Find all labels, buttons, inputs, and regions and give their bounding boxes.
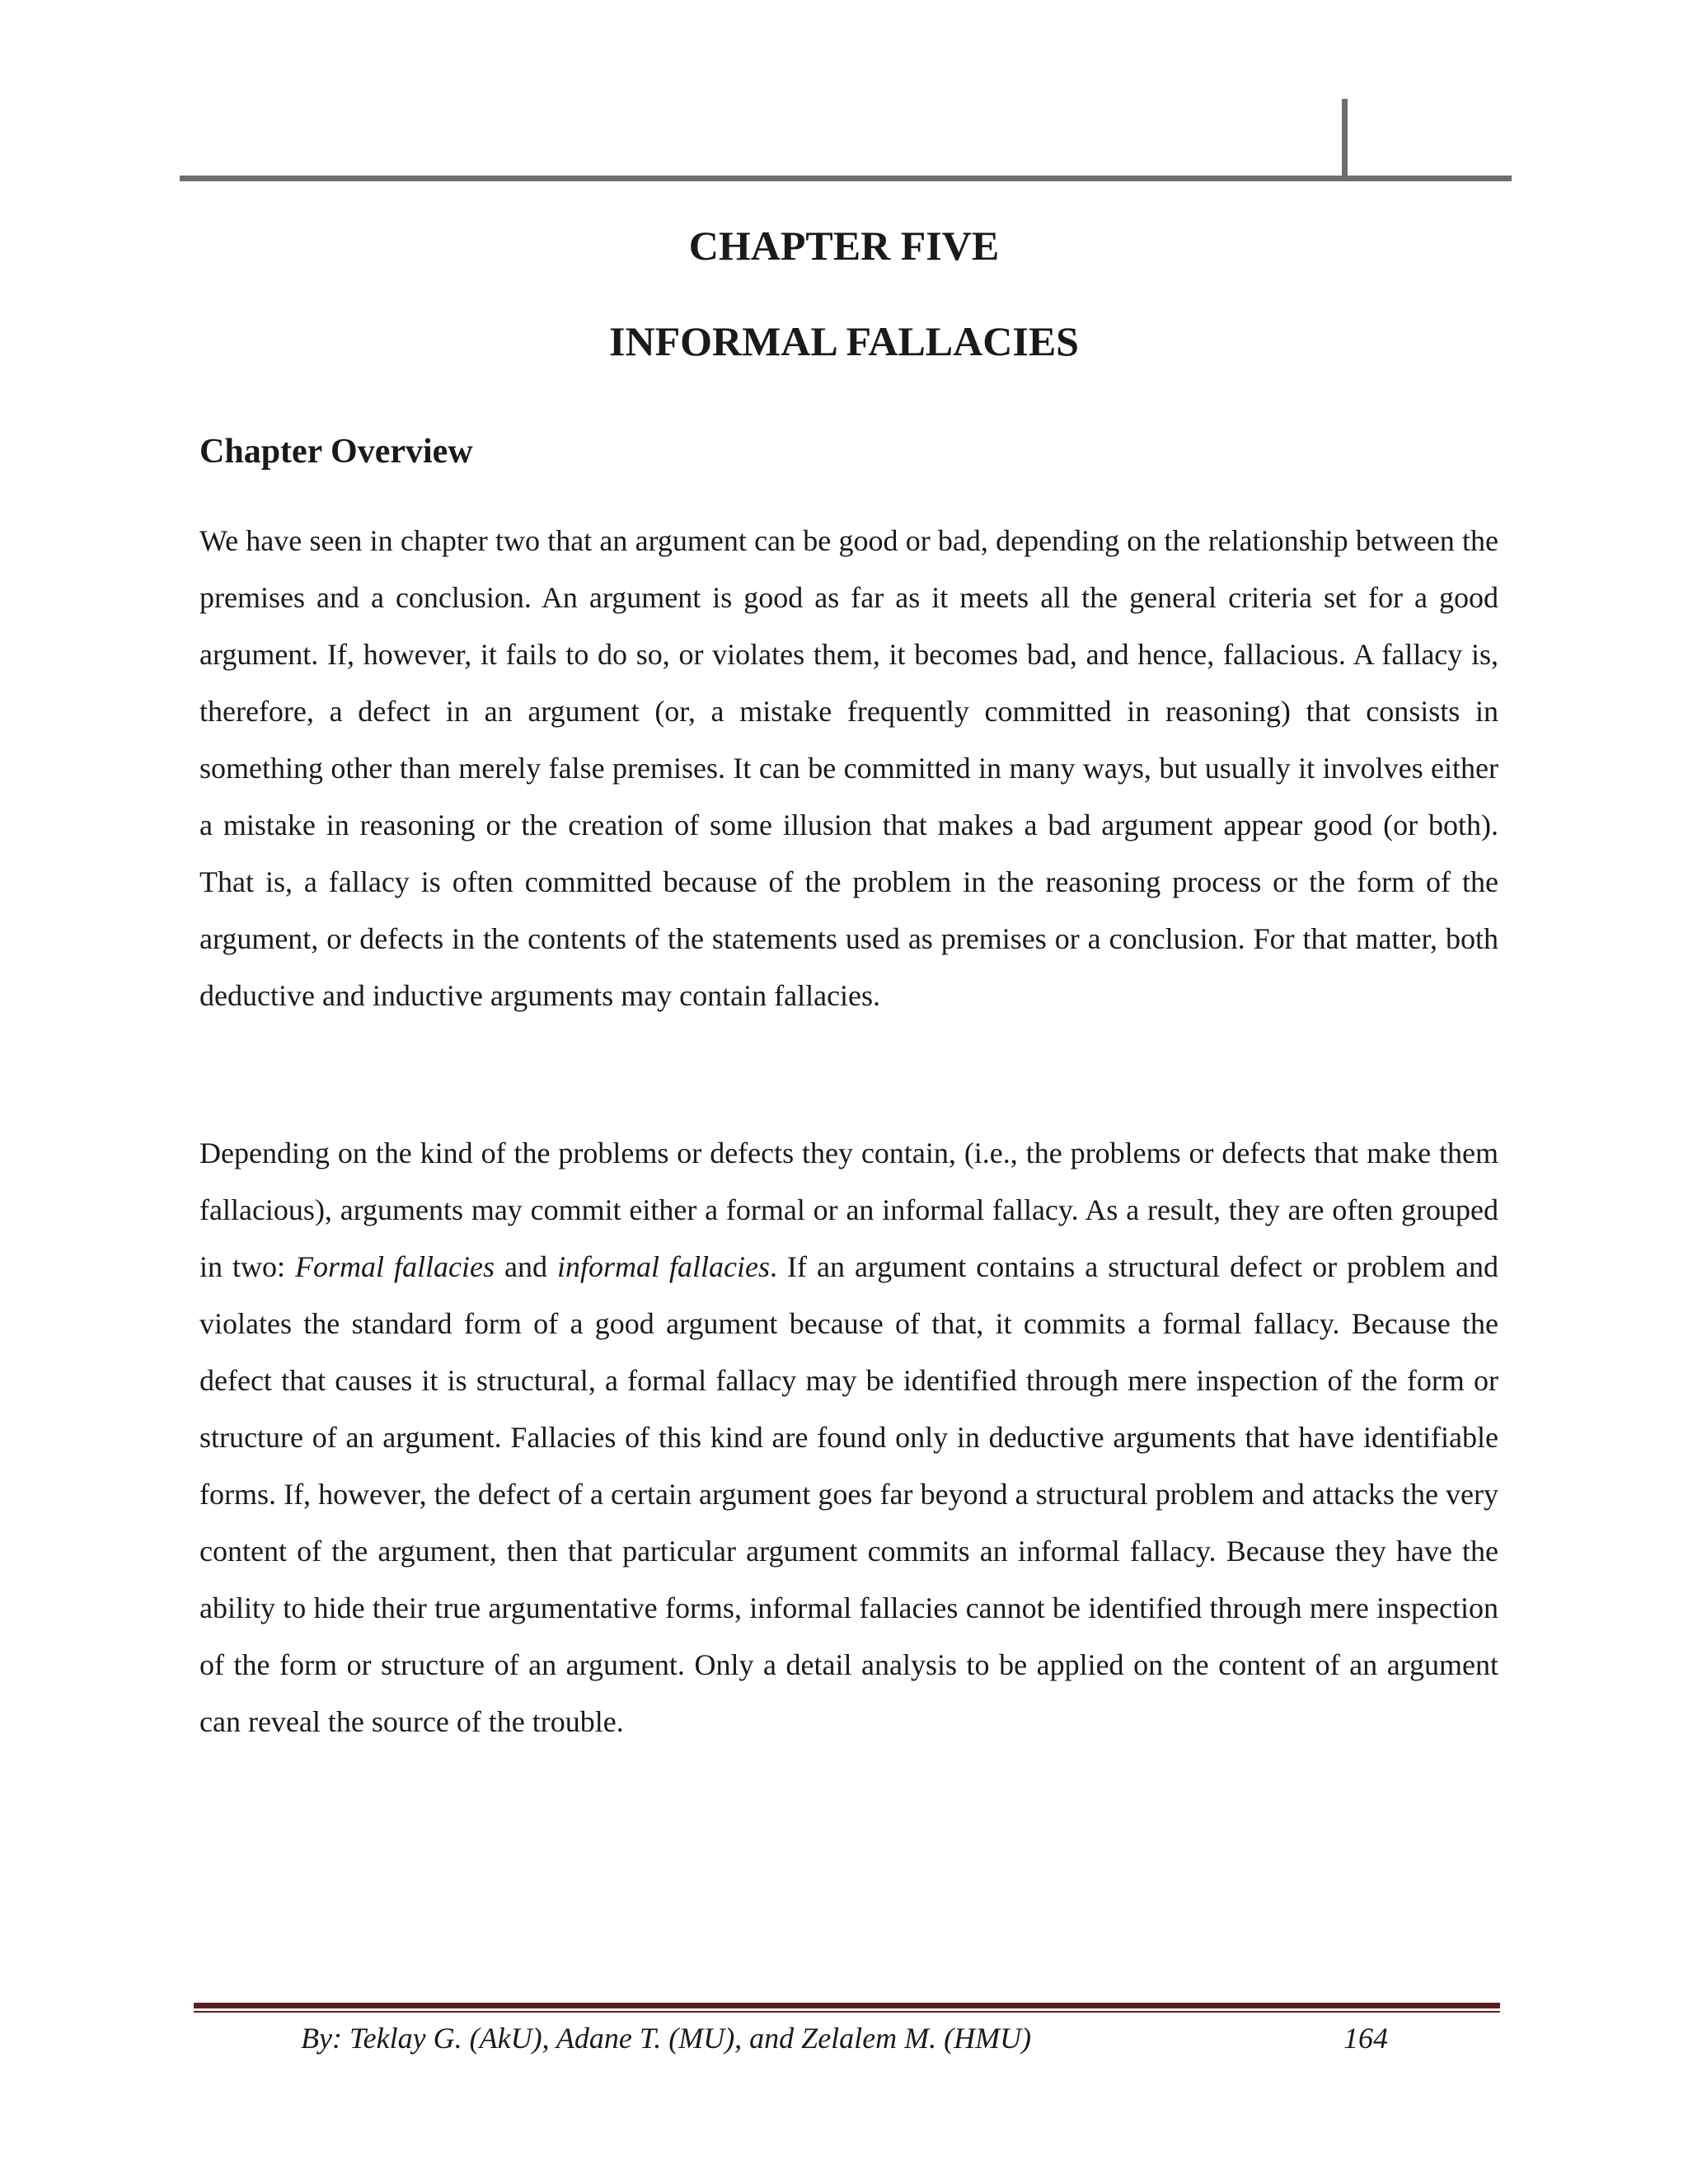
- chapter-title: INFORMAL FALLACIES: [609, 318, 1079, 364]
- footer-rule-thin: [194, 2011, 1500, 2013]
- paragraph-text: . If an argument contains a structural defect or problem and violates the standard form of a good argument because of that, it commits a formal fallacy. Because the defect that causes it is structural, a formal fallacy may be identified through mere inspection of the form or structure of an argument. Fallacies of this kind are found only in deductive arguments that have identifiable forms. If, however, the defect of a certain argument goes far beyond a structural problem and attacks the very content of the argument, then that particular argument commits an informal fallacy. Because they have the ability to hide their true argumentative forms, informal fallacies cannot be identified through mere inspection of the form or structure of an argument. Only a detail analysis to be applied on the content of an argument can reveal the source of the trouble.: [199, 1250, 1498, 1738]
- chapter-number: CHAPTER FIVE: [688, 223, 1000, 269]
- page-number: 164: [1343, 2022, 1388, 2055]
- footer-authors: By: Teklay G. (AkU), Adane T. (MU), and Zelalem M. (HMU): [301, 2022, 1032, 2055]
- overview-paragraph-2: [199, 1125, 1498, 1750]
- header-rule: [180, 176, 1512, 181]
- section-heading: Chapter Overview: [199, 433, 473, 471]
- footer-rule: [194, 2003, 1500, 2008]
- header-tick: [1342, 99, 1348, 180]
- paragraph-text: Depending on the kind of the problems or defects they contain, (i.e., the problems or defects that make them fallacious), arguments may commit either a formal or an informal fallacy. As a result, they are often grouped in two:: [199, 1137, 1498, 1283]
- informal-fallacies-term: informal fallacies: [556, 1250, 770, 1283]
- overview-paragraph-1: We have seen in chapter two that an argument can be good or bad, depending on the relationship between the premises and a conclusion. An argument is good as far as it meets all the general criteria set for a good argument. If, however, it fails to do so, or violates them, it becomes bad, and hence, fallacious. A fallacy is, therefore, a defect in an argument (or, a mistake frequently committed in reasoning) that consists in something other than merely false premises. It can be committed in many ways, but usually it involves either a mistake in reasoning or the creation of some illusion that makes a bad argument appear good (or both). That is, a fallacy is often committed because of the problem in the reasoning process or the form of the argument, or defects in the contents of the statements used as premises or a conclusion. For that matter, both deductive and inductive arguments may contain fallacies.: [199, 524, 1498, 1012]
- paragraph-text: and: [495, 1250, 557, 1283]
- formal-fallacies-term: Formal fallacies: [295, 1250, 495, 1283]
